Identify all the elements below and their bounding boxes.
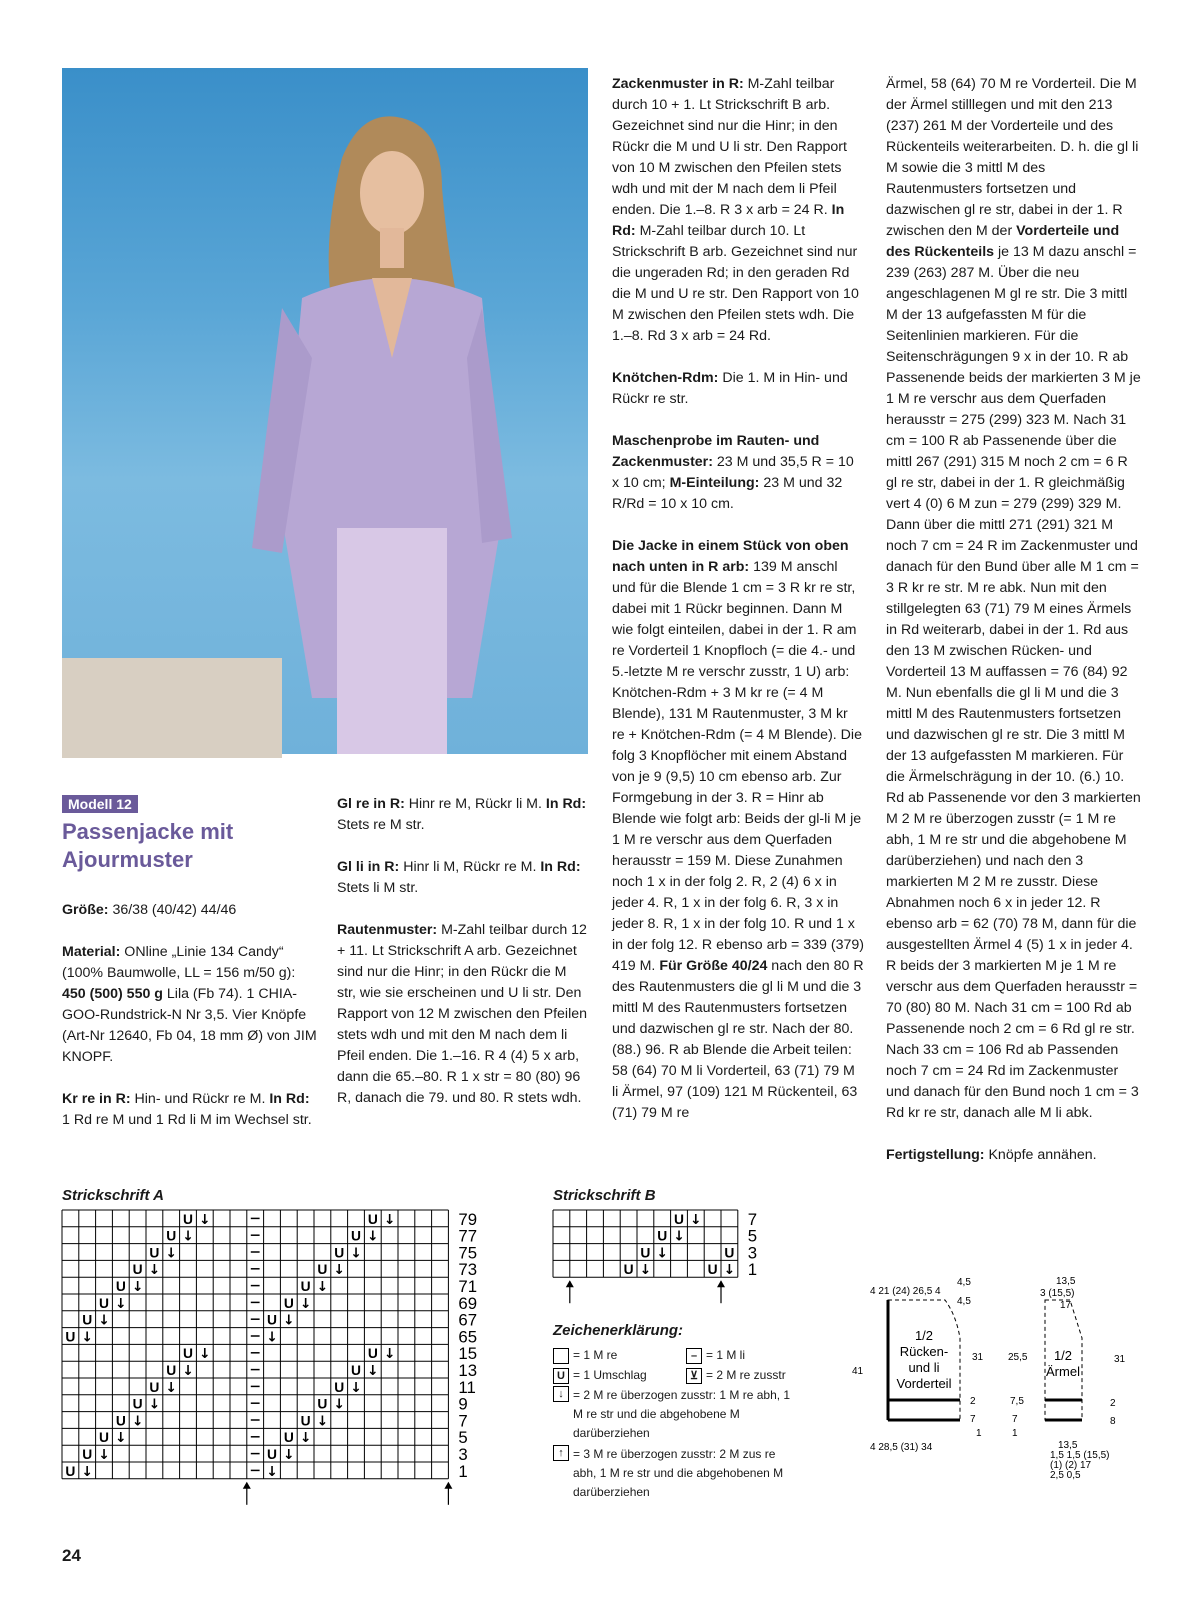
chart-b-title: Strickschrift B xyxy=(553,1187,656,1204)
chart-a-row-label: 71 xyxy=(458,1277,478,1296)
page-number: 24 xyxy=(62,1546,81,1565)
legend-title: Zeichenerklärung: xyxy=(553,1322,684,1339)
chart-a-yarnover-symbol: U xyxy=(183,1346,193,1362)
rautenmuster-paragraph: Rautenmuster: M-Zahl teilbar durch 12 + 11. Lt Strickschrift A arb. Gezeichnet sind nur die Hinr; in den Rückr die M str, wie sie erscheinen und U li str. Den Rapport von 12 M zwischen den Pfeilen stets wdh und mit den M nach dem li Pfeil enden. Die 1.–16. R 4 (4) 5 x arb, dann die 65.–80. R 1 x str = 80 (80) 96 R, danach die 79. und 80. R stets wdh. xyxy=(337,922,587,1106)
chart-a-yarnover-symbol: U xyxy=(317,1396,328,1412)
chart-a-row-label: 3 xyxy=(458,1445,468,1464)
chart-a-yarnover-symbol: U xyxy=(99,1430,109,1446)
chart-a-yarnover-symbol: U xyxy=(82,1312,93,1328)
chart-a-yarnover-symbol: U xyxy=(115,1413,126,1429)
gl-re-paragraph: Gl re in R: Hinr re M, Rückr li M. In Rd: Stets re M str. xyxy=(337,796,587,833)
dim-h31b: 31 xyxy=(1114,1354,1126,1365)
dim-bottom-sleeve: 13,5 xyxy=(1058,1440,1078,1451)
chart-a-yarnover-symbol: U xyxy=(283,1430,294,1446)
chart-b-decrease-symbol: ↓ xyxy=(673,1228,685,1245)
chart-a-row-label: 67 xyxy=(458,1310,478,1330)
chart-a-yarnover-symbol: U xyxy=(166,1228,177,1244)
chart-a-decrease-symbol: ↓ xyxy=(148,1262,161,1279)
chart-b-repeat-arrow-icon xyxy=(566,1280,574,1303)
zackenmuster-paragraph: Zackenmuster in R: M-Zahl teilbar durch 10 + 1. Lt Strickschrift B arb. Gezeichnet sind nur die Hinr; in den Rückr die M und U li str. Den Rapport von 10 M zwischen den Pfeilen stets wdh und mit der M nach dem li Pfeil enden. Die 1.–8. R 3 x arb = 24 R. In Rd: M-Zahl teilbar durch 10. Lt Strickschrift B arb. Gezeichnet sind nur die ungeraden Rd; in den geraden Rd die M und U re str. Den Rapport von 10 M zwischen den Pfeilen stets wdh. Die 1.–8. Rd 3 x arb = 24 Rd. xyxy=(612,76,859,344)
chart-b-decrease-symbol: ↓ xyxy=(690,1211,702,1228)
chart-b-decrease-symbol: ↓ xyxy=(656,1245,668,1262)
chart-a-repeat-arrow-icon xyxy=(243,1482,251,1505)
column-1 xyxy=(62,900,317,1152)
dim-bottom-sleeve3: (1) (2) 17 xyxy=(1050,1460,1092,1471)
chart-b-decrease-symbol: ↓ xyxy=(723,1262,736,1279)
sleeve-label-1: 1/2 xyxy=(1053,1348,1073,1363)
pattern-title: Passenjacke mit Ajourmuster xyxy=(62,819,234,872)
chart-a-yarnover-symbol: U xyxy=(65,1463,76,1479)
chart-a-row-label: 15 xyxy=(458,1344,478,1364)
chart-a-row-label: 7 xyxy=(458,1411,468,1431)
yarnover-symbol-icon: U xyxy=(553,1368,569,1384)
chart-a-decrease-symbol: ↓ xyxy=(283,1447,295,1463)
dim-top-body: 4 21 (24) 26,5 4 xyxy=(870,1286,941,1297)
dim-bottom-sleeve2: 1,5 1,5 (15,5) xyxy=(1050,1450,1110,1461)
chart-a-decrease-symbol: ↓ xyxy=(283,1312,295,1329)
purl-symbol-icon: – xyxy=(686,1348,702,1364)
chart-a-yarnover-symbol: U xyxy=(65,1329,76,1345)
dim-top-sleeve: 13,5 xyxy=(1056,1276,1076,1287)
dim-bottom-sleeve4: 2,5 0,5 xyxy=(1050,1470,1081,1481)
chart-a-yarnover-symbol: U xyxy=(132,1396,143,1412)
dim-h2b: 2 xyxy=(1110,1398,1116,1409)
chart-a-yarnover-symbol: U xyxy=(283,1295,294,1311)
fertigstellung-paragraph: Fertigstellung: Knöpfe annähen. xyxy=(886,1147,1097,1163)
model-photo xyxy=(62,68,588,754)
chart-a-repeat-arrow-icon xyxy=(444,1482,452,1505)
body-label-2: Rücken- xyxy=(899,1344,949,1359)
size-schematic xyxy=(852,1270,1160,1495)
chart-a-decrease-symbol: ↓ xyxy=(81,1463,93,1480)
chart-a-yarnover-symbol: U xyxy=(317,1262,328,1278)
gl-li-paragraph: Gl li in R: Hinr li M, Rückr re M. In Rd: Stets li M str. xyxy=(337,859,581,896)
chart-a-decrease-symbol: ↓ xyxy=(350,1379,362,1396)
chart-b-repeat-arrow-icon xyxy=(717,1280,725,1303)
chart-a-decrease-symbol: ↓ xyxy=(383,1346,396,1363)
legend-item-purl: – = 1 M li xyxy=(686,1346,745,1365)
chart-a-decrease-symbol: ↓ xyxy=(182,1363,194,1379)
chart-a-decrease-symbol: ↓ xyxy=(316,1413,329,1430)
chart-a-title: Strickschrift A xyxy=(62,1187,164,1204)
dim-top-sleeve2: 3 (15,5) xyxy=(1040,1288,1075,1299)
dim-h31a: 31 xyxy=(972,1352,984,1363)
chart-a-yarnover-symbol: U xyxy=(351,1228,361,1244)
chart-a-decrease-symbol: ↓ xyxy=(98,1312,110,1329)
down-arrow-symbol-icon: ↓ xyxy=(553,1386,569,1402)
chart-a-row-label: 69 xyxy=(458,1293,478,1313)
chart-a-row-label: 5 xyxy=(458,1428,468,1448)
chart-a-decrease-symbol: ↓ xyxy=(199,1346,211,1363)
chart-a-decrease-symbol: ↓ xyxy=(165,1245,177,1262)
dim-h25: 25,5 xyxy=(1008,1352,1028,1363)
dim-h7b: 7 xyxy=(1012,1414,1018,1425)
knit-symbol-icon xyxy=(553,1348,569,1364)
dim-bottom-body: 4 28,5 (31) 34 xyxy=(870,1442,933,1453)
chart-a-decrease-symbol: ↓ xyxy=(367,1228,379,1245)
dim-top-body-right: 4,5 xyxy=(957,1277,971,1288)
chart-a-yarnover-symbol: U xyxy=(115,1279,126,1294)
knoetchen-paragraph: Knötchen-Rdm: Die 1. M in Hin- und Rückr re str. xyxy=(612,370,848,407)
symbol-legend xyxy=(553,1346,853,1502)
chart-b-row-label: 1 xyxy=(747,1260,758,1280)
chart-a-decrease-symbol: ↓ xyxy=(266,1329,278,1346)
chart-a-decrease-symbol: ↓ xyxy=(199,1211,211,1228)
chart-a-decrease-symbol: ↓ xyxy=(316,1279,329,1295)
chart-a-yarnover-symbol: U xyxy=(351,1363,361,1378)
chart-a-yarnover-symbol: U xyxy=(300,1413,311,1429)
body-label-1: 1/2 xyxy=(914,1328,934,1343)
legend-item-sk2p: ↑ = 3 M re überzogen zusstr: 2 M zus re abh, 1 M re str und die abgehobenen M darüberziehen xyxy=(553,1445,798,1502)
strickschrift-a-grid xyxy=(62,1210,502,1510)
chart-a-decrease-symbol: ↓ xyxy=(131,1279,144,1295)
chart-b-yarnover-symbol: U xyxy=(724,1245,735,1261)
chart-b-row-label: 3 xyxy=(747,1243,758,1263)
chart-a-yarnover-symbol: U xyxy=(149,1379,160,1395)
up-arrow-symbol-icon: ↑ xyxy=(553,1445,569,1461)
dim-h8: 8 xyxy=(1110,1416,1116,1427)
size-paragraph: Größe: 36/38 (40/42) 44/46 xyxy=(62,902,237,918)
k2tog-symbol-icon: ⊻ xyxy=(686,1368,702,1384)
legend-item-yarnover: U = 1 Umschlag xyxy=(553,1366,647,1385)
chart-a-decrease-symbol: ↓ xyxy=(165,1379,177,1396)
dim-h7a: 7 xyxy=(970,1414,976,1425)
chart-b-yarnover-symbol: U xyxy=(640,1245,651,1261)
kr-re-paragraph: Kr re in R: Hin- und Rückr re M. In Rd: 1 Rd re M und 1 Rd li M im Wechsel str. xyxy=(62,1091,312,1128)
jacke-paragraph: Die Jacke in einem Stück von oben nach unten in R arb: 139 M anschl und für die Blende 1 cm = 3 R kr re str, dabei mit 1 Rückr beginnen. Dann M wie folgt einteilen, dabei in der 1. R am re Vorderteil 1 Knopfloch (= die 4.- und 5.-letzte M re verschr zusstr, 1 U) arb: Knötchen-Rdm + 3 M kr re (= 4 M Blende), 131 M Rautenmuster, 3 M kr re + Knötchen-Rdm (= 4 M Blende). Die folg 3 Knopflöcher mit einem Abstand von je 9 (9,5) 10 cm ebenso arb. Zur Formgebung in der 3. R = Hinr ab Blende wie folgt arb: Beids der gl-li M je 1 M re verschr aus dem Querfaden herausstr = 159 M. Diese Zunahmen noch 1 x in der folg 2. R, 2 (4) 6 x in jeder 4. R, 1 x in der folg 6. R, 3 x in jeder 8. R, 1 x in der folg 10. R und 1 x in der folg 12. R ebenso arb = 339 (379) 419 M. Für Größe 40/24 nach den 80 R des Rautenmusters die gl li M und die 3 mittl M des Rautenmusters fortsetzen und dazwischen gl re str. Nach der 80. (88.) 96. R ab Blende die Arbeit teilen: 58 (64) 70 M li Vorderteil, 63 (71) 79 M li Ärmel, 97 (109) 121 M Rückenteil, 63 (71) 79 M re xyxy=(612,538,864,1121)
chart-a-decrease-symbol: ↓ xyxy=(115,1430,127,1447)
chart-b-row-label: 5 xyxy=(747,1226,758,1246)
model-tag: Modell 12 xyxy=(62,795,138,813)
chart-a-decrease-symbol: ↓ xyxy=(115,1295,127,1312)
column-3 xyxy=(612,74,864,1145)
chart-a-yarnover-symbol: U xyxy=(82,1447,93,1462)
chart-a-decrease-symbol: ↓ xyxy=(333,1396,345,1413)
maschenprobe-paragraph: Maschenprobe im Rauten- und Zackenmuster: 23 M und 35,5 R = 10 x 10 cm; M-Einteilung: 23 M und 32 R/Rd = 10 x 10 cm. xyxy=(612,433,854,512)
dim-h75: 7,5 xyxy=(1010,1396,1024,1407)
chart-a-decrease-symbol: ↓ xyxy=(367,1363,379,1379)
chart-a-row-label: 13 xyxy=(458,1361,478,1380)
chart-a-row-label: 11 xyxy=(458,1377,476,1397)
chart-b-yarnover-symbol: U xyxy=(674,1211,684,1227)
body-label-3: und li xyxy=(908,1360,940,1375)
column-2 xyxy=(337,794,587,1130)
legend-item-skp: ↓ = 2 M re überzogen zusstr: 1 M re abh, 1 M re str und die abgehobene M darüberziehen xyxy=(553,1386,798,1443)
chart-a-decrease-symbol: ↓ xyxy=(333,1262,345,1279)
chart-b-decrease-symbol: ↓ xyxy=(639,1262,652,1279)
strickschrift-b-grid xyxy=(553,1210,783,1310)
chart-b-yarnover-symbol: U xyxy=(657,1228,668,1244)
chart-a-decrease-symbol: ↓ xyxy=(299,1295,312,1312)
chart-a-decrease-symbol: ↓ xyxy=(299,1430,312,1447)
chart-a-row-label: 73 xyxy=(458,1260,478,1280)
chart-a-yarnover-symbol: U xyxy=(267,1447,277,1462)
body-label-4: Vorderteil xyxy=(896,1376,952,1391)
chart-a-yarnover-symbol: U xyxy=(334,1379,345,1395)
chart-a-yarnover-symbol: U xyxy=(132,1262,143,1278)
chart-a-yarnover-symbol: U xyxy=(166,1363,177,1378)
chart-a-row-label: 75 xyxy=(458,1243,478,1263)
chart-a-yarnover-symbol: U xyxy=(300,1279,311,1294)
woman-cardigan-illustration xyxy=(242,98,542,754)
chart-a-decrease-symbol: ↓ xyxy=(182,1228,194,1245)
dim-top-sleeve3: 17 xyxy=(1060,1300,1072,1311)
chart-b-row-label: 7 xyxy=(747,1209,758,1229)
legend-item-k2tog: ⊻ = 2 M re zusstr xyxy=(686,1366,786,1385)
dim-top-body-right2: 4,5 xyxy=(957,1296,971,1307)
chart-a-decrease-symbol: ↓ xyxy=(81,1329,93,1346)
chart-a-yarnover-symbol: U xyxy=(99,1295,109,1311)
chart-a-yarnover-symbol: U xyxy=(367,1346,378,1362)
sleeve-label-2: Ärmel xyxy=(1046,1364,1080,1379)
chart-a-decrease-symbol: ↓ xyxy=(131,1413,144,1430)
chart-a-yarnover-symbol: U xyxy=(183,1211,193,1227)
chart-a-decrease-symbol: ↓ xyxy=(148,1396,161,1413)
chart-a-row-label: 65 xyxy=(458,1327,478,1347)
dim-h1b: 1 xyxy=(1012,1428,1018,1439)
chart-a-yarnover-symbol: U xyxy=(267,1312,277,1328)
chart-a-decrease-symbol: ↓ xyxy=(98,1447,110,1463)
chart-a-row-label: 1 xyxy=(458,1461,468,1481)
chart-b-yarnover-symbol: U xyxy=(707,1262,718,1278)
chart-a-row-label: 77 xyxy=(458,1226,478,1246)
chart-b-yarnover-symbol: U xyxy=(623,1262,634,1278)
dim-h2a: 2 xyxy=(970,1396,976,1407)
column-4-body: Ärmel, 58 (64) 70 M re Vorderteil. Die M der Ärmel stilllegen und mit den 213 (237) 261 M der Vorderteile und des Rückenteils weiterarbeiten. D. h. die gl li M sowie die 3 mittl M des Rautenmusters fortsetzen und dazwischen gl re str, dabei in der 1. R zwischen den M der Vorderteile und des Rückenteils je 13 M dazu anschl = 239 (263) 287 M. Über die neu angeschlagenen M gl re str. Die 3 mittl M der 13 aufgefassten M für die Seitenlinien markieren. Für die Seitenschrägungen 9 x in der 10. R ab Passenende beids der markierten 3 M je 1 M re verschr aus dem Querfaden herausstr = 275 (299) 323 M. Nach 31 cm = 100 R ab Passenende über die mittl 267 (291) 315 M noch 2 cm = 6 R gl re str, dabei in der 1. R gleichmäßig vert 4 (0) 6 M zun = 279 (299) 329 M. Dann über die mittl 271 (291) 321 M noch 7 cm = 24 R im Zackenmuster und danach für den Bund über alle M 1 cm = 3 R kr re str. M re abk. Nun mit den stillgelegten 63 (71) 79 M eines Ärmels in Rd weiterarb, dabei in der 1. Rd aus den 13 M zwischen Rücken- und Vorderteil 13 M auffassen = 76 (84) 92 M. Nun ebenfalls die gl li M und die 3 mittl M des Rautenmusters fortsetzen und dazwischen gl re str. Die 3 mittl M der 13 aufgefassten M markieren. Für die Ärmelschrägung in der 10. (6.) 10. Rd ab Passenende vor den 3 markierten M 2 M re überzogen zusstr (= 1 M re abh, 1 M re str und die abgehobene M darüberziehen) und nach den 3 markierten M 2 M re zusstr. Diese Abnahmen noch 6 x in jeder 12. R ebenso arb = 62 (70) 78 M, dann für die ausgestellten Ärmel 4 (5) 1 x in jeder 4. R beids der 3 markierten M je 1 M re verschr aus dem Querfaden herausstr = 70 (80) 80 M. Nach 31 cm = 100 Rd ab Passenende noch 2 cm = 6 Rd gl re str. Nach 33 cm = 106 Rd ab Passenden noch 7 cm = 24 Rd im Zackenmuster und danach für den Bund noch 1 cm = 3 Rd kr re str, danach alle M li abk. xyxy=(886,76,1141,1121)
chart-a-yarnover-symbol: U xyxy=(149,1245,160,1261)
material-paragraph: Material: ONline „Linie 134 Candy“ (100% Baumwolle, LL = 156 m/50 g): 450 (500) 550 g Lila (Fb 74). 1 CHIA-GOO-Rundstrick-N Nr 3,5. Vier Knöpfe (Art-Nr 12640, Fb 04, 18 mm Ø) von JIM KNOPF. xyxy=(62,944,317,1065)
chart-a-decrease-symbol: ↓ xyxy=(350,1245,362,1262)
dim-h41: 41 xyxy=(852,1366,864,1377)
chart-a-yarnover-symbol: U xyxy=(334,1245,345,1261)
chart-a-decrease-symbol: ↓ xyxy=(266,1463,278,1480)
chart-a-row-label: 79 xyxy=(458,1209,478,1229)
chart-a-row-label: 9 xyxy=(458,1394,468,1414)
dim-h1a: 1 xyxy=(976,1428,982,1439)
column-4 xyxy=(886,74,1142,1187)
legend-item-knit: = 1 M re xyxy=(553,1346,617,1365)
chart-a-decrease-symbol: ↓ xyxy=(383,1211,396,1228)
chart-a-yarnover-symbol: U xyxy=(367,1211,378,1227)
